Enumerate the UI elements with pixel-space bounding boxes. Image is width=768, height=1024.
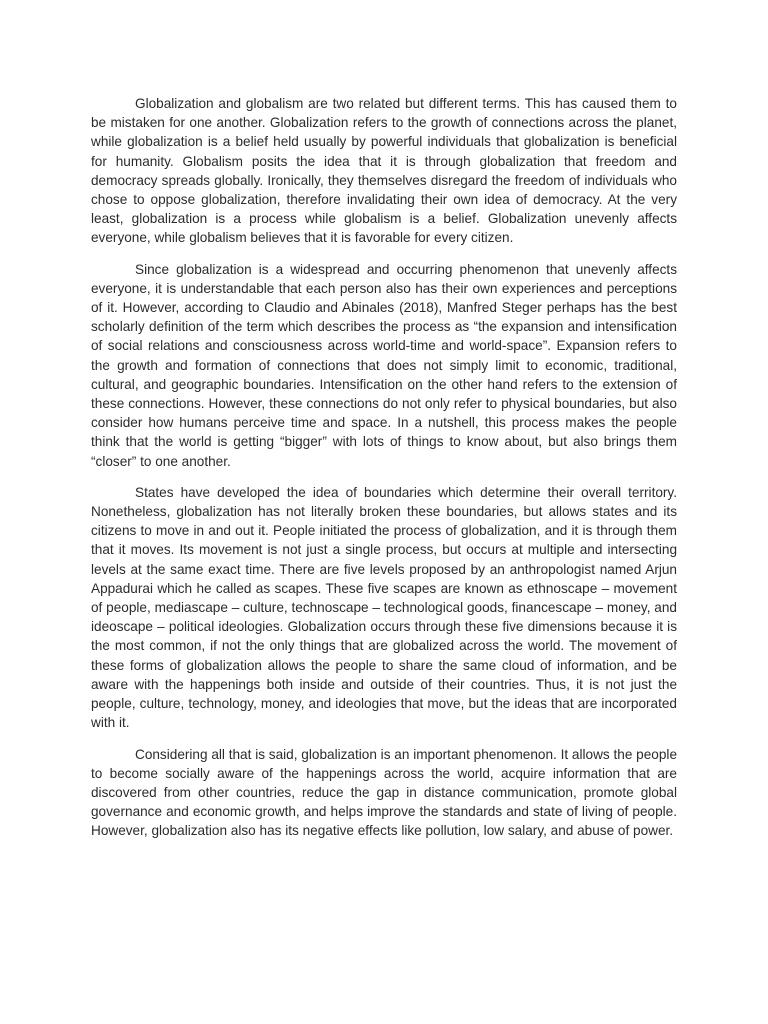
paragraph-2: Since globalization is a widespread and occurring phenomenon that unevenly affects everyone, it is understandable that each person also has their own experiences and perceptions of it. However, according to Claudio and Abinales (2018), Manfred Steger perhaps has the best scholarly definition of the term which describes the process as “the expansion and intensification of social relations and consciousness across world-time and world-space”. Expansion refers to the growth and formation of connections that does not simply limit to economic, traditional, cultural, and geographic boundaries. Intensification on the other hand refers to the extension of these connections. However, these connections do not only refer to physical boundaries, but also consider how humans perceive time and space. In a nutshell, this process makes the people think that the world is getting “bigger” with lots of things to know about, but also brings them “closer” to one another.: [91, 261, 677, 469]
paragraph-1: Globalization and globalism are two related but different terms. This has caused them to be mistaken for one another. Globalization refers to the growth of connections across the planet, while globalization is a belief held usually by powerful individuals that globalization is beneficial for humanity. Globalism posits the idea that it is through globalization that freedom and democracy spreads globally. Ironically, they themselves disregard the freedom of individuals who chose to oppose globalization, therefore invalidating their own idea of democracy. At the very least, globalization is a process while globalism is a belief. Globalization unevenly affects everyone, while globalism believes that it is favorable for every citizen.: [91, 96, 677, 246]
document-page: [91, 94, 677, 853]
paragraph-3: States have developed the idea of boundaries which determine their overall territory. Nonetheless, globalization has not literally broken these boundaries, but allows states and its citizens to move in and out it. People initiated the process of globalization, and it is through them that it moves. Its movement is not just a single process, but occurs at multiple and intersecting levels at the same exact time. There are five levels proposed by an anthropologist named Arjun Appadurai which he called as scapes. These five scapes are known as ethnoscape – movement of people, mediascape – culture, technoscape – technological goods, financescape – money, and ideoscape – political ideologies. Globalization occurs through these five dimensions because it is the most common, if not the only things that are globalized across the world. The movement of these forms of globalization allows the people to share the same cloud of information, and be aware with the happenings both inside and outside of their countries. Thus, it is not just the people, culture, technology, money, and ideologies that move, but the ideas that are incorporated with it.: [91, 484, 677, 731]
paragraph-4: Considering all that is said, globalization is an important phenomenon. It allows the people to become socially aware of the happenings across the world, acquire information that are discovered from other countries, reduce the gap in distance communication, promote global governance and economic growth, and helps improve the standards and state of living of people. However, globalization also has its negative effects like pollution, low salary, and abuse of power.: [91, 746, 677, 839]
